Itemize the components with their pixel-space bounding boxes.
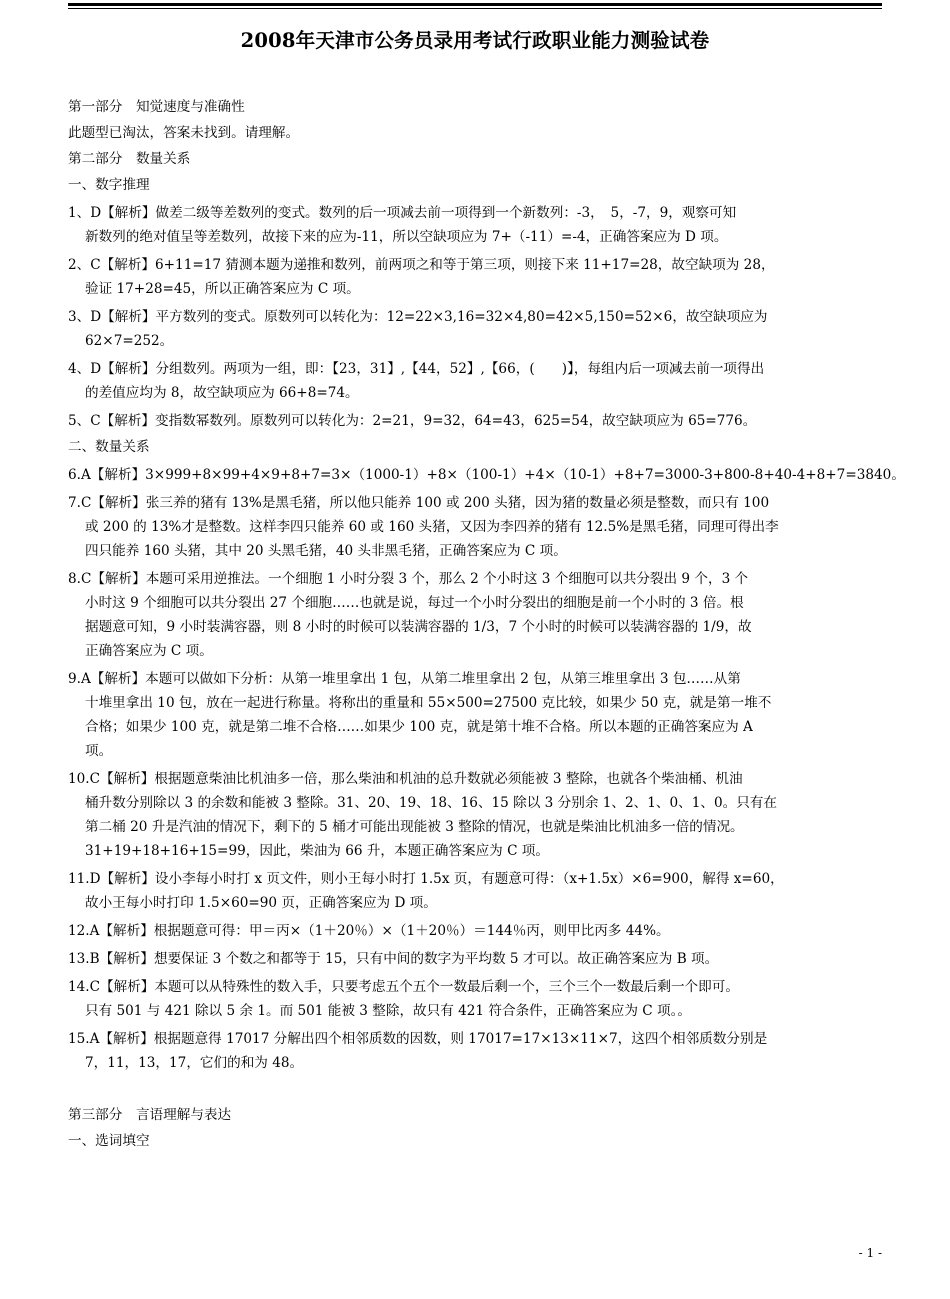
answer-line: 8.C【解析】本题可采用逆推法。一个细胞 1 小时分裂 3 个，那么 2 个小时这 3 个细胞可以共分裂出 9 个，3 个 <box>68 571 749 587</box>
answer-item <box>68 409 884 433</box>
answer-line: 合格；如果少 100 克，就是第二堆不合格……如果少 100 克，就是第十堆不合格。所以本题的正确答案应为 A <box>85 719 753 735</box>
answer-line: 14.C【解析】本题可以从特殊性的数入手，只要考虑五个五个一数最后剩一个，三个三个一数最后剩一个即可。 <box>68 979 739 995</box>
part2-heading: 第二部分 数量关系 <box>68 151 191 167</box>
answer-line: 5、C【解析】变指数幂数列。原数列可以转化为：2=21，9=32，64=43，625=54，故空缺项应为 65=776。 <box>68 413 757 429</box>
document-title: 2008年天津市公务员录用考试行政职业能力测验试卷 <box>240 29 710 52</box>
answer-item <box>68 947 884 971</box>
part1-heading: 第一部分 知觉速度与准确性 <box>68 99 245 115</box>
answer-line: 4、D【解析】分组数列。两项为一组，即：【23，31】,【44，52】,【66，( )】，每组内后一项减去前一项得出 <box>68 361 765 377</box>
answer-line: 的差值应均为 8，故空缺项应为 66+8=74。 <box>85 385 359 401</box>
answer-item <box>68 463 905 487</box>
answer-line: 12.A【解析】根据题意可得：甲＝丙×（1＋20％）×（1＋20％）＝144％丙，则甲比丙多 44%。 <box>68 923 670 939</box>
answer-item <box>68 357 884 405</box>
answer-item <box>68 305 884 353</box>
answer-line: 或 200 的 13%才是整数。这样李四只能养 60 或 160 头猪，又因为李四养的猪有 12.5%是黑毛猪，同理可得出李 <box>85 519 779 535</box>
answer-line: 小时这 9 个细胞可以共分裂出 27 个细胞……也就是说，每过一个小时分裂出的细胞是前一个小时的 3 倍。根 <box>85 595 744 611</box>
answer-item <box>68 919 884 943</box>
answer-line: 11.D【解析】设小李每小时打 x 页文件，则小王每小时打 1.5x 页，有题意可得：（x+1.5x）×6=900，解得 x=60， <box>68 871 784 887</box>
answer-line: 正确答案应为 C 项。 <box>85 643 213 659</box>
answer-item <box>68 567 884 663</box>
answer-item <box>68 767 884 863</box>
answer-item <box>68 867 884 915</box>
answer-line: 验证 17+28=45，所以正确答案应为 C 项。 <box>85 281 360 297</box>
answer-line: 桶升数分别除以 3 的余数和能被 3 整除。31、20、19、18、16、15 除以 3 分别余 1、2、1、0、1、0。只有在 <box>85 795 777 811</box>
answer-line: 7.C【解析】张三养的猪有 13%是黑毛猪，所以他只能养 100 或 200 头猪，因为猪的数量必须是整数，而只有 100 <box>68 495 770 511</box>
answer-line: 2、C【解析】6+11=17 猜测本题为递推和数列，前两项之和等于第三项，则接下来 11+17=28，故空缺项为 28， <box>68 257 775 273</box>
answer-item <box>68 201 884 249</box>
answer-line: 项。 <box>85 743 113 759</box>
answer-line: 13.B【解析】想要保证 3 个数之和都等于 15，只有中间的数字为平均数 5 才可以。故正确答案应为 B 项。 <box>68 951 719 967</box>
answer-item <box>68 667 884 763</box>
part3-heading: 第三部分 言语理解与表达 <box>68 1107 232 1123</box>
page-number: - 1 - <box>858 1246 882 1260</box>
answer-line: 只有 501 与 421 除以 5 余 1。而 501 能被 3 整除，故只有 421 符合条件，正确答案应为 C 项。。 <box>85 1003 691 1019</box>
answer-item <box>68 253 884 301</box>
header-rule-thin <box>68 8 882 9</box>
answer-line: 十堆里拿出 10 包，放在一起进行称量。将称出的重量和 55×500=27500 克比较，如果少 50 克，就是第一堆不 <box>85 695 772 711</box>
section2-heading: 二、数量关系 <box>68 439 150 455</box>
answer-item <box>68 975 884 1023</box>
section3-heading: 一、选词填空 <box>68 1133 150 1149</box>
answer-line: 四只能养 160 头猪，其中 20 头黑毛猪，40 头非黑毛猪，正确答案应为 C 项。 <box>85 543 567 559</box>
answer-line: 10.C【解析】根据题意柴油比机油多一倍，那么柴油和机油的总升数就必须能被 3 整除，也就各个柴油桶、机油 <box>68 771 743 787</box>
answer-line: 6.A【解析】3×999+8×99+4×9+8+7=3×（1000-1）+8×（100-1）+4×（10-1）+8+7=3000-3+800-8+40-4+8+7=3840。 <box>68 467 905 483</box>
section1-heading: 一、数字推理 <box>68 177 150 193</box>
answer-line: 1、D【解析】做差二级等差数列的变式。数列的后一项减去前一项得到一个新数列：-3， 5，-7，9，观察可知 <box>68 205 737 221</box>
answer-line: 3、D【解析】平方数列的变式。原数列可以转化为：12=22×3,16=32×4,80=42×5,150=52×6，故空缺项应为 <box>68 309 768 325</box>
answer-item <box>68 491 884 563</box>
answer-line: 据题意可知，9 小时装满容器，则 8 小时的时候可以装满容器的 1/3，7 个小时的时候可以装满容器的 1/9，故 <box>85 619 752 635</box>
answer-line: 第二桶 20 升是汽油的情况下，剩下的 5 桶才可能出现能被 3 整除的情况，也就是柴油比机油多一倍的情况。 <box>85 819 744 835</box>
answer-line: 新数列的绝对值呈等差数列，故接下来的应为-11，所以空缺项应为 7+（-11）=-4，正确答案应为 D 项。 <box>85 229 728 245</box>
answer-line: 15.A【解析】根据题意得 17017 分解出四个相邻质数的因数，则 17017=17×13×11×7，这四个相邻质数分别是 <box>68 1031 768 1047</box>
header-rule-thick <box>68 3 882 6</box>
answer-item <box>68 1027 884 1075</box>
answer-line: 故小王每小时打印 1.5×60=90 页，正确答案应为 D 项。 <box>85 895 437 911</box>
answer-line: 9.A【解析】本题可以做如下分析：从第一堆里拿出 1 包，从第二堆里拿出 2 包，从第三堆里拿出 3 包……从第 <box>68 671 741 687</box>
answer-line: 7，11，13，17，它们的和为 48。 <box>85 1055 304 1071</box>
part1-note: 此题型已淘汰，答案未找到。请理解。 <box>68 125 300 141</box>
document-body <box>68 95 905 1153</box>
answer-line: 31+19+18+16+15=99，因此，柴油为 66 升，本题正确答案应为 C 项。 <box>85 843 549 859</box>
answer-line: 62×7=252。 <box>85 333 174 349</box>
